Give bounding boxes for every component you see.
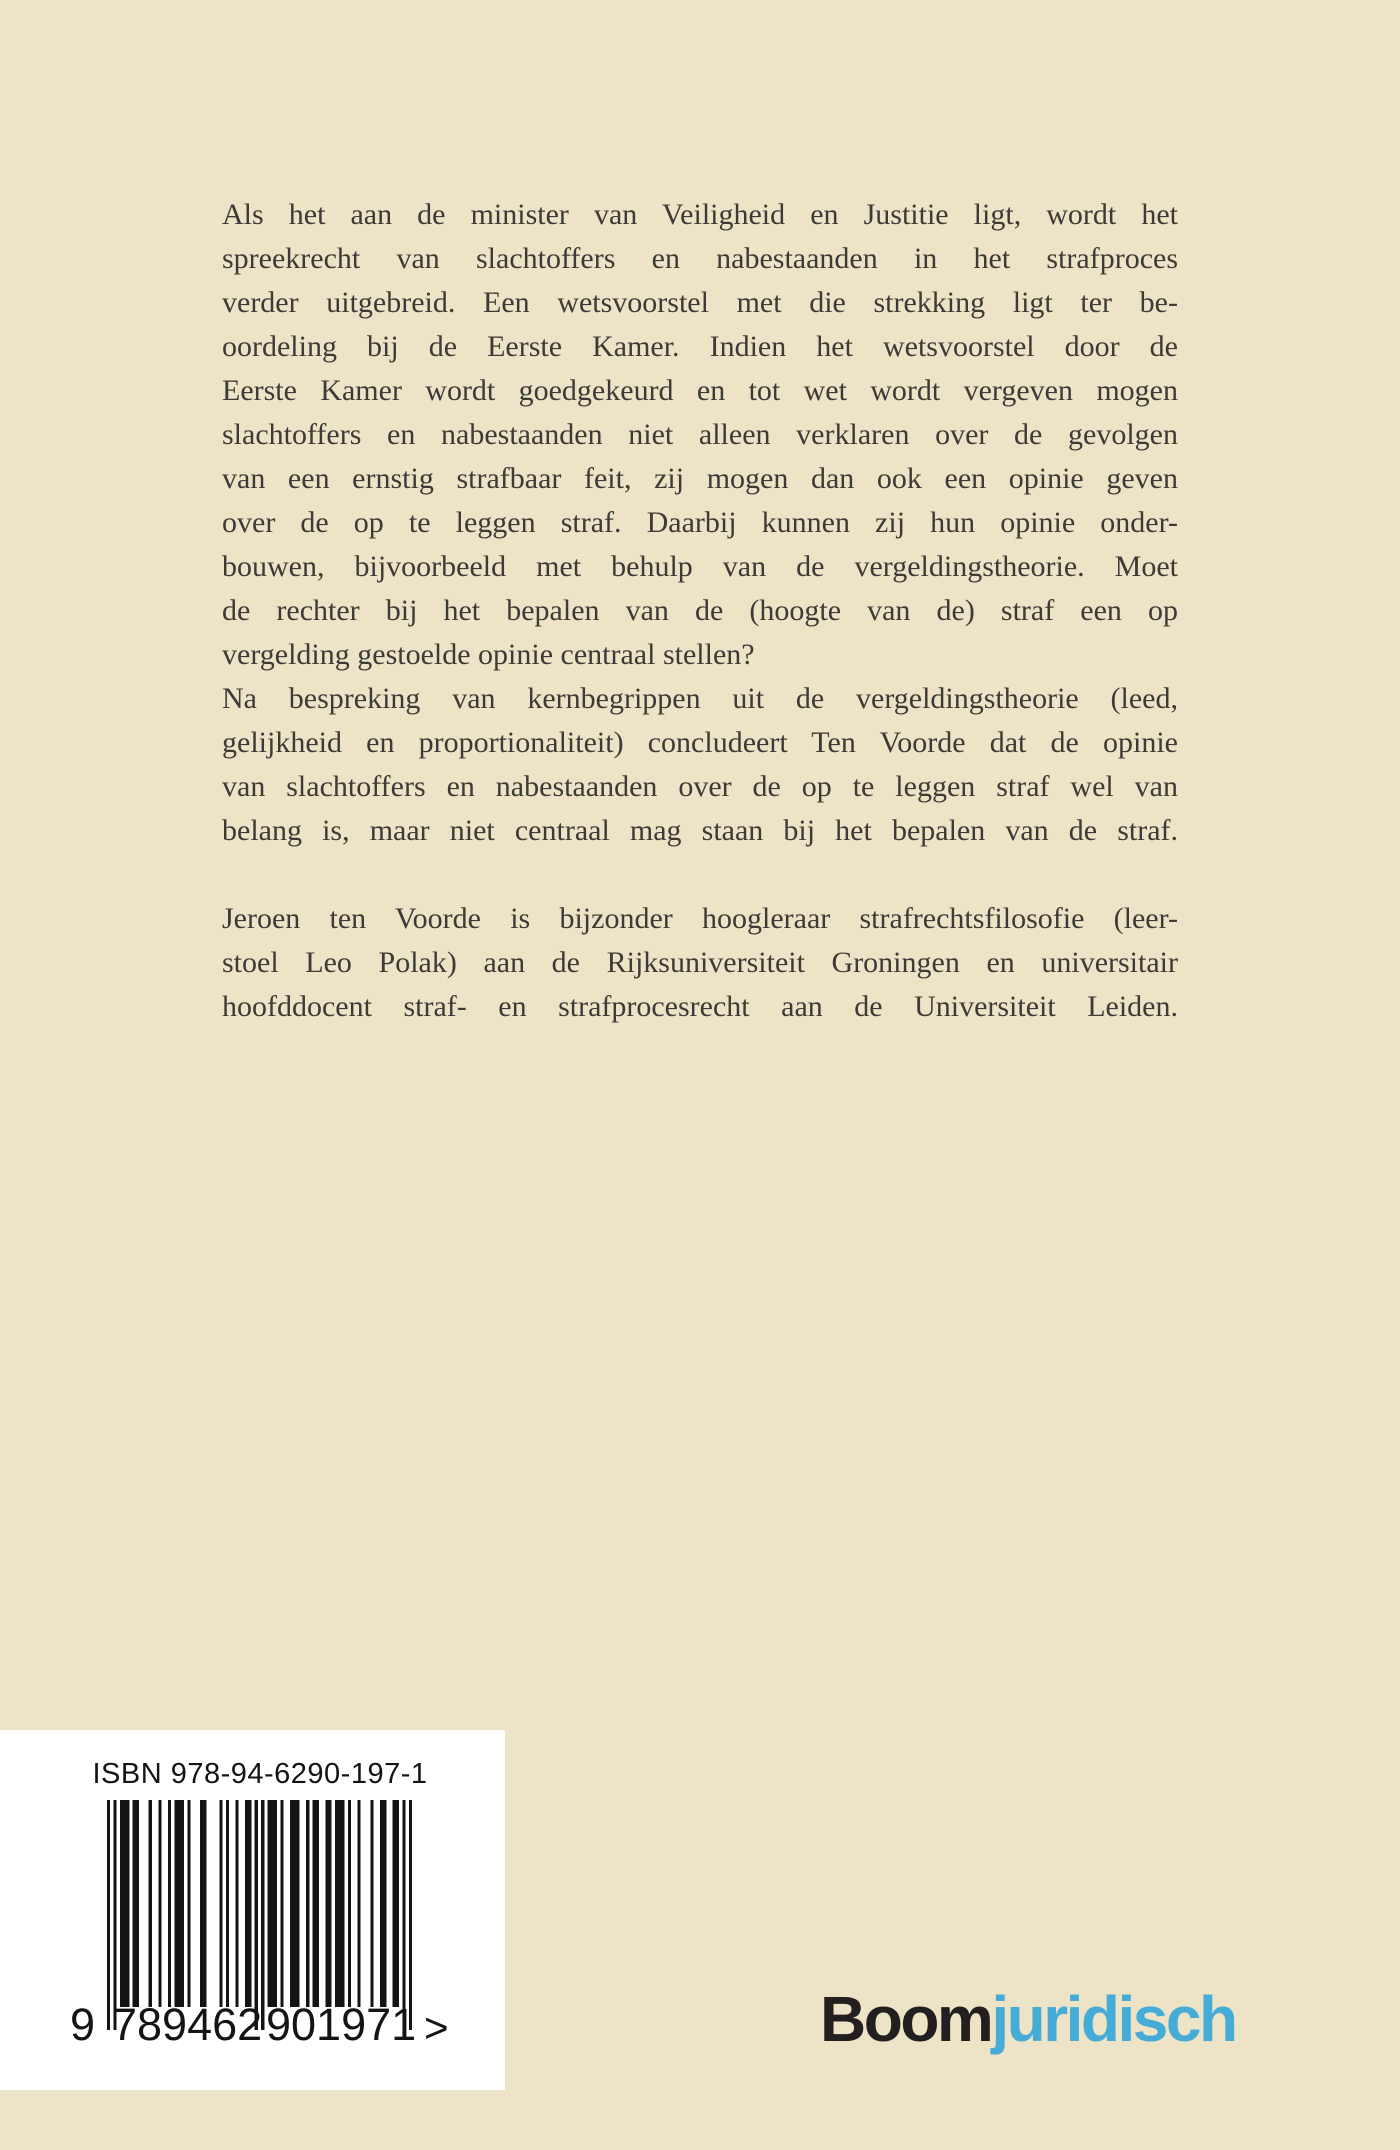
barcode-digits-right: 901971 — [266, 1999, 417, 2050]
blurb-line: van slachtoffers en nabestaanden over de op te leggen straf wel van — [222, 770, 1178, 803]
publisher-logo-boom: Boom — [820, 1983, 992, 2055]
blurb-line: gelijkheid en proportionaliteit) concludeert Ten Voorde dat de opinie — [222, 726, 1178, 759]
blurb-line: Eerste Kamer wordt goedgekeurd en tot wet wordt vergeven mogen — [222, 374, 1178, 407]
publisher-logo — [820, 1983, 1236, 2055]
blurb-line: over de op te leggen straf. Daarbij kunnen zij hun opinie onder- — [222, 506, 1178, 539]
blurb-line: van een ernstig strafbaar feit, zij mogen dan ook een opinie geven — [222, 462, 1178, 495]
barcode-digits-left: 789462 — [112, 1999, 263, 2050]
blurb-line: oordeling bij de Eerste Kamer. Indien het wetsvoorstel door de — [222, 330, 1178, 363]
blurb-line: vergelding gestoelde opinie centraal stellen? — [222, 638, 755, 671]
blurb-line: bouwen, bijvoorbeeld met behulp van de vergeldingstheorie. Moet — [222, 550, 1178, 583]
blurb-line: de rechter bij het bepalen van de (hoogte van de) straf een op — [222, 594, 1178, 627]
blurb-line: slachtoffers en nabestaanden niet alleen verklaren over de gevolgen — [222, 418, 1178, 451]
barcode-digit-lead: 9 — [70, 1999, 96, 2050]
author-bio-line: hoofddocent straf- en strafprocesrecht aan de Universiteit Leiden. — [222, 990, 1178, 1023]
blurb-line: Als het aan de minister van Veiligheid en Justitie ligt, wordt het — [222, 198, 1178, 231]
blurb-line: Na bespreking van kernbegrippen uit de vergeldingstheorie (leed, — [222, 682, 1178, 715]
blurb-line: spreekrecht van slachtoffers en nabestaanden in het strafproces — [222, 242, 1178, 275]
author-bio-line: Jeroen ten Voorde is bijzonder hoogleraar strafrechtsfilosofie (leer- — [222, 902, 1178, 935]
isbn-number: ISBN 978-94-6290-197-1 — [92, 1758, 428, 1790]
ean13-barcode — [107, 1800, 412, 2030]
blurb-line: verder uitgebreid. Een wetsvoorstel met die strekking ligt ter be- — [222, 286, 1178, 319]
isbn-barcode-panel — [0, 1730, 505, 2090]
back-cover-blurb — [222, 193, 1178, 1029]
paragraph-gap — [222, 853, 1178, 897]
author-bio-line: stoel Leo Polak) aan de Rijksuniversiteit Groningen en universitair — [222, 946, 1178, 979]
blurb-line: belang is, maar niet centraal mag staan bij het bepalen van de straf. — [222, 814, 1178, 847]
barcode-quiet-zone-arrow: > — [424, 2004, 449, 2051]
publisher-logo-juridisch: juridisch — [991, 1983, 1236, 2055]
